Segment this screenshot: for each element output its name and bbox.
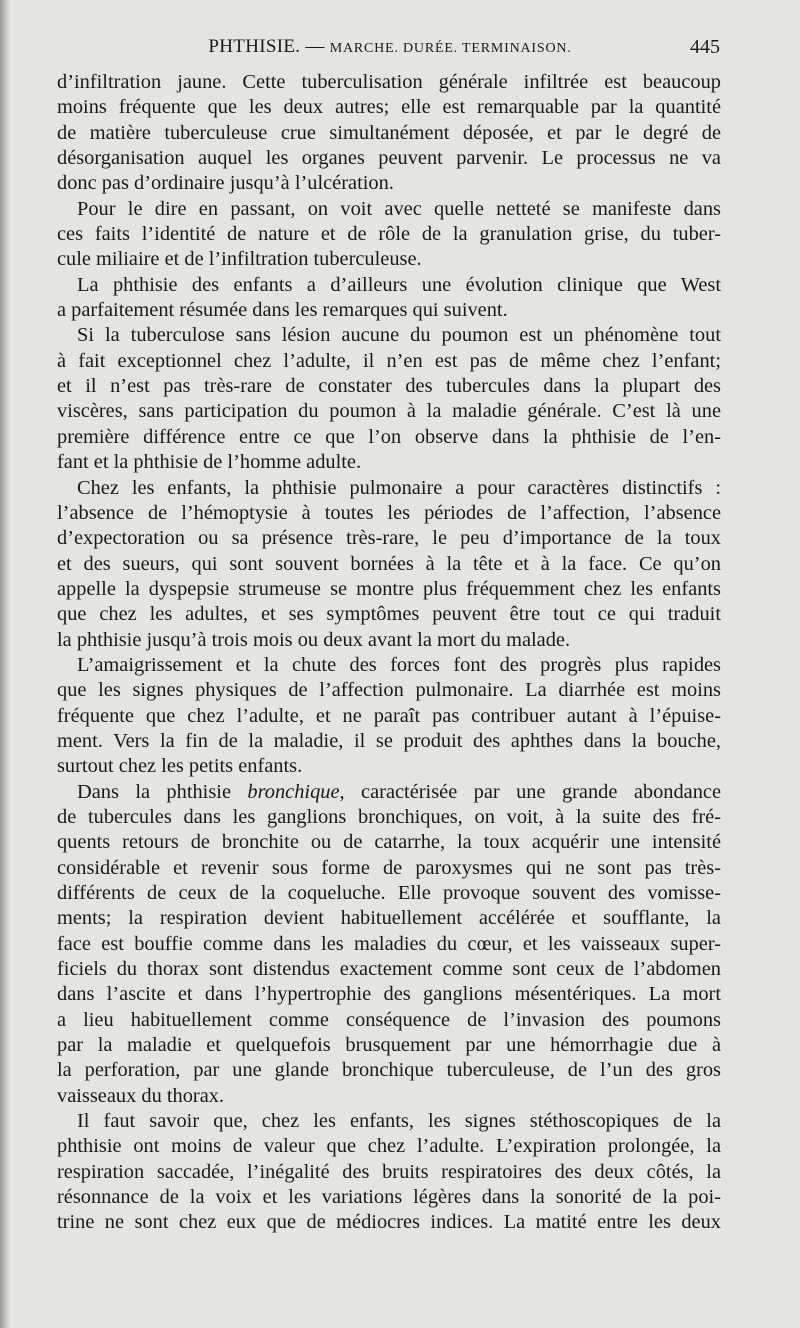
text-line-content: Chez les enfants, la phthisie pulmonaire a pour caractères distinctifs : xyxy=(77,476,721,499)
header-title-main: PHTHISIE. xyxy=(208,36,301,57)
text-line xyxy=(57,856,721,881)
text-line xyxy=(57,780,721,805)
text-line xyxy=(57,830,721,855)
header-title-sub: MARCHE. DURÉE. TERMINAISON. xyxy=(329,41,572,56)
text-line xyxy=(57,247,721,272)
text-line xyxy=(57,501,721,526)
text-line-content: cule miliaire et de l’infiltration tuberculeuse. xyxy=(57,248,422,271)
page-number: 445 xyxy=(690,36,720,58)
text-line-content: résonnance de la voix et les variations légères dans la sonorité de la poi- xyxy=(57,1186,721,1209)
text-line xyxy=(57,1084,721,1109)
text-line xyxy=(57,70,721,95)
text-line xyxy=(57,323,721,348)
text-line xyxy=(57,197,721,222)
text-line-content: dans l’ascite et dans l’hypertrophie des ganglions mésentériques. La mort xyxy=(57,983,721,1006)
text-line xyxy=(57,425,721,450)
text-line-content: face est bouffie comme dans les maladies du cœur, et les vaisseaux super- xyxy=(57,932,721,955)
text-line-content: vaisseaux du thorax. xyxy=(57,1084,225,1107)
text-line xyxy=(57,171,721,196)
text-line-content: donc pas d’ordinaire jusqu’à l’ulcération. xyxy=(57,172,394,195)
text-line xyxy=(57,805,721,830)
text-line-content: d’infiltration jaune. Cette tuberculisation générale infiltrée est beaucoup xyxy=(57,71,721,93)
text-line xyxy=(57,1033,721,1058)
text-line xyxy=(57,653,721,678)
text-line-content: que chez les adultes, et ses symptômes peuvent être tout ce qui traduit xyxy=(57,603,721,626)
text-line-content: de tubercules dans les ganglions bronchiques, on voit, à la suite des fré- xyxy=(57,805,721,828)
text-line-content: fréquente que chez l’adulte, et ne paraît pas contribuer autant à l’épuise- xyxy=(57,704,721,727)
text-line-content: appelle la dyspepsie strumeuse se montre plus fréquemment chez les enfants xyxy=(57,577,721,600)
text-line-content: respiration saccadée, l’inégalité des bruits respiratoires des deux côtés, la xyxy=(57,1160,721,1183)
text-line-content: Dans la phthisie xyxy=(77,780,248,803)
text-line xyxy=(57,399,721,424)
text-line xyxy=(57,1058,721,1083)
page-binding-shadow xyxy=(0,0,10,1328)
text-line xyxy=(57,1109,721,1134)
text-line-content: ces faits l’identité de nature et de rôle de la granulation grise, du tuber- xyxy=(57,223,721,246)
text-line-content: et il n’est pas très-rare de constater des tubercules dans la plupart des xyxy=(57,375,721,398)
text-line xyxy=(57,754,721,779)
text-line xyxy=(57,729,721,754)
text-line xyxy=(57,1160,721,1185)
text-line-content: différents de ceux de la coqueluche. Elle provoque souvent des vomisse- xyxy=(57,882,721,904)
text-line-content: ments; la respiration devient habituellement accélérée et soufflante, la xyxy=(57,907,721,930)
text-line-content: surtout chez les petits enfants. xyxy=(57,755,303,778)
text-line xyxy=(57,552,721,577)
text-line-content: et des sueurs, qui sont souvent bornées à la tête et à la face. Ce qu’on xyxy=(57,552,721,575)
text-line-content: phthisie ont moins de valeur que chez l’adulte. L’expiration prolongée, la xyxy=(57,1135,721,1158)
text-line-content: moins fréquente que les deux autres; elle est remarquable par la quantité xyxy=(57,96,721,119)
text-line xyxy=(57,602,721,627)
text-line-content: ment. Vers la fin de la maladie, il se produit des aphthes dans la bouche, xyxy=(57,729,721,752)
text-line-content: Pour le dire en passant, on voit avec quelle netteté se manifeste dans xyxy=(77,197,721,220)
text-line xyxy=(57,146,721,171)
text-line-content: a lieu habituellement comme conséquence de l’invasion des poumons xyxy=(57,1008,721,1031)
text-line xyxy=(57,222,721,247)
body-text xyxy=(57,70,721,1236)
text-line-content: considérable et revenir sous forme de paroxysmes qui ne sont pas très- xyxy=(57,856,721,879)
text-line-content: La phthisie des enfants a d’ailleurs une évolution clinique que West xyxy=(77,273,721,296)
text-line-content: viscères, sans participation du poumon à la maladie générale. C’est là une xyxy=(57,400,721,423)
text-line xyxy=(57,1134,721,1159)
running-header xyxy=(56,36,724,66)
text-line-content: à fait exceptionnel chez l’adulte, il n’en est pas de même chez l’enfant; xyxy=(57,349,721,372)
text-line-content: fant et la phthisie de l’homme adulte. xyxy=(57,451,362,474)
text-line xyxy=(57,628,721,653)
text-line xyxy=(57,273,721,298)
text-line-content: que les signes physiques de l’affection pulmonaire. La diarrhée est moins xyxy=(57,679,721,702)
text-line-content: par la maladie et quelquefois brusquement par une hémorrhagie due à xyxy=(57,1034,721,1057)
text-line-content: ficiels du thorax sont distendus exactement comme sont ceux de l’abdomen xyxy=(57,958,721,981)
text-line-content: désorganisation auquel les organes peuvent parvenir. Le processus ne va xyxy=(57,147,721,170)
text-line-content: L’amaigrissement et la chute des forces font des progrès plus rapides xyxy=(77,653,721,676)
text-line-content: la perforation, par une glande bronchique tuberculeuse, de l’un des gros xyxy=(57,1059,721,1082)
text-line xyxy=(57,704,721,729)
text-line xyxy=(57,374,721,399)
header-title-dash: — xyxy=(300,36,330,57)
text-line-content-cont: , caractérisée par une grande abondance xyxy=(339,780,722,803)
text-line xyxy=(57,957,721,982)
text-line xyxy=(57,476,721,501)
text-line-content: de matière tuberculeuse crue simultanément déposée, et par le degré de xyxy=(57,121,721,144)
text-line xyxy=(57,881,721,906)
text-line xyxy=(57,932,721,957)
text-line-content: trine ne sont chez eux que de médiocres indices. La matité entre les deux xyxy=(57,1211,721,1234)
text-line xyxy=(57,349,721,374)
text-line-content: d’expectoration ou sa présence très-rare, le peu d’importance de la toux xyxy=(57,527,721,550)
text-line-content: la phthisie jusqu’à trois mois ou deux avant la mort du malade. xyxy=(57,628,571,651)
text-line xyxy=(57,450,721,475)
text-line-content: Il faut savoir que, chez les enfants, les signes stéthoscopiques de la xyxy=(77,1110,721,1133)
text-line xyxy=(57,121,721,146)
text-line xyxy=(57,577,721,602)
header-title xyxy=(56,36,724,58)
text-line-content: première différence entre ce que l’on observe dans la phthisie de l’en- xyxy=(57,425,721,448)
text-line-content: Si la tuberculose sans lésion aucune du poumon est un phénomène tout xyxy=(77,324,721,347)
text-line-content: quents retours de bronchite ou de catarrhe, la toux acquérir une intensité xyxy=(57,831,721,854)
text-line xyxy=(57,1008,721,1033)
text-line-content: l’absence de l’hémoptysie à toutes les périodes de l’affection, l’absence xyxy=(57,501,721,524)
italic-term: bronchique xyxy=(247,780,340,803)
text-line xyxy=(57,95,721,120)
text-line xyxy=(57,982,721,1007)
text-line xyxy=(57,298,721,323)
text-line xyxy=(57,1210,721,1235)
text-line xyxy=(57,906,721,931)
text-line xyxy=(57,526,721,551)
text-line xyxy=(57,678,721,703)
text-line xyxy=(57,1185,721,1210)
text-line-content: a parfaitement résumée dans les remarques qui suivent. xyxy=(57,299,508,322)
